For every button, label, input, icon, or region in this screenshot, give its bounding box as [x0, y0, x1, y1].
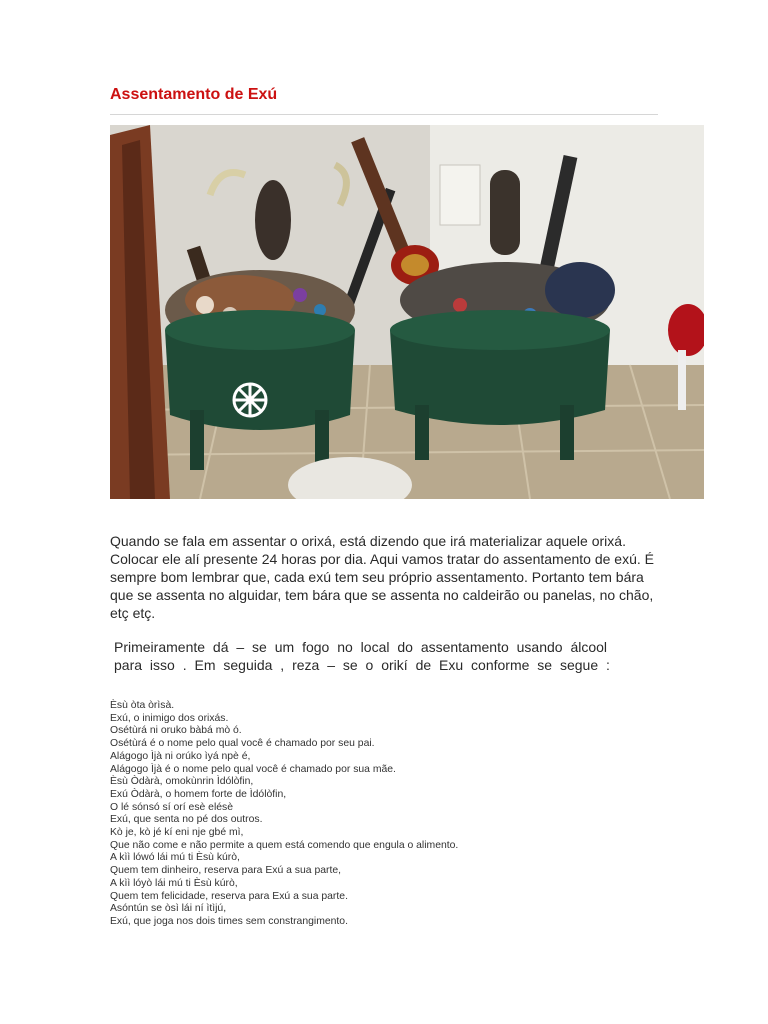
verse-line: A kìì lóyò lái mú ti Èsù kúrò,: [110, 877, 238, 889]
title-divider: [110, 114, 658, 115]
verse-line: Exú, o inimigo dos orixás.: [110, 712, 229, 724]
verse-line: Èsù Òdàrà, omokùnrin Ìdólòfin,: [110, 776, 254, 788]
verse-line: Osétùrá é o nome pelo qual você é chamado por seu pai.: [110, 738, 375, 750]
verse-line: Exú Òdàrà, o homem forte de Ìdólòfin,: [110, 788, 287, 800]
assentamento-photo: [110, 125, 704, 499]
verse-line: A kìì lówó lái mú ti Èsù kúrò,: [110, 852, 240, 864]
verse-line: Exú, que joga nos dois times sem constrangimento.: [110, 915, 348, 927]
verse-line: Èsù òta òrìsà.: [110, 700, 175, 711]
verse-line: Que não come e não permite a quem está comendo que engula o alimento.: [110, 839, 459, 851]
verse-line: O lé sónsó sí orí esè elésè: [110, 801, 234, 813]
intro-paragraph: Quando se fala em assentar o orixá, está dizendo que irá materializar aquele orixá. Colocar ele alí presente 24 horas por dia. Aqui vamos tratar do assentamento de exú. É sempre bom lembrar que, cada exú tem seu próprio assentamento. Portanto tem bára que se assenta no alguidar, tem bára que se assenta no caldeirão ou panelas, no chão, etç etç.: [110, 533, 654, 621]
fire-paragraph: Primeiramente dá – se um fogo no local do assentamento usando álcool para isso . Em seguida , reza – se o orikí de Exu conforme se segue :: [114, 639, 610, 673]
document-title: Assentamento de Exú: [110, 86, 278, 103]
verse-line: Kò je, kò jé kí eni nje gbé mì,: [110, 827, 244, 839]
verse-line: Osétùrá ni oruko bàbá mò ó.: [110, 725, 242, 737]
oriki-verses: [110, 700, 670, 929]
verse-line: Quem tem felicidade, reserva para Exú a sua parte.: [110, 890, 348, 902]
verse-line: Alágogo Ìjà é o nome pelo qual você é chamado por sua mãe.: [110, 763, 396, 775]
verse-line: Exú, que senta no pé dos outros.: [110, 814, 263, 826]
verse-line: Asóntún se òsì lái ní ìtìjú,: [110, 903, 227, 915]
verse-line: Quem tem dinheiro, reserva para Exú a sua parte,: [110, 865, 342, 877]
verse-line: Alágogo Ìjà ni orúko ìyá npè é,: [110, 750, 251, 762]
